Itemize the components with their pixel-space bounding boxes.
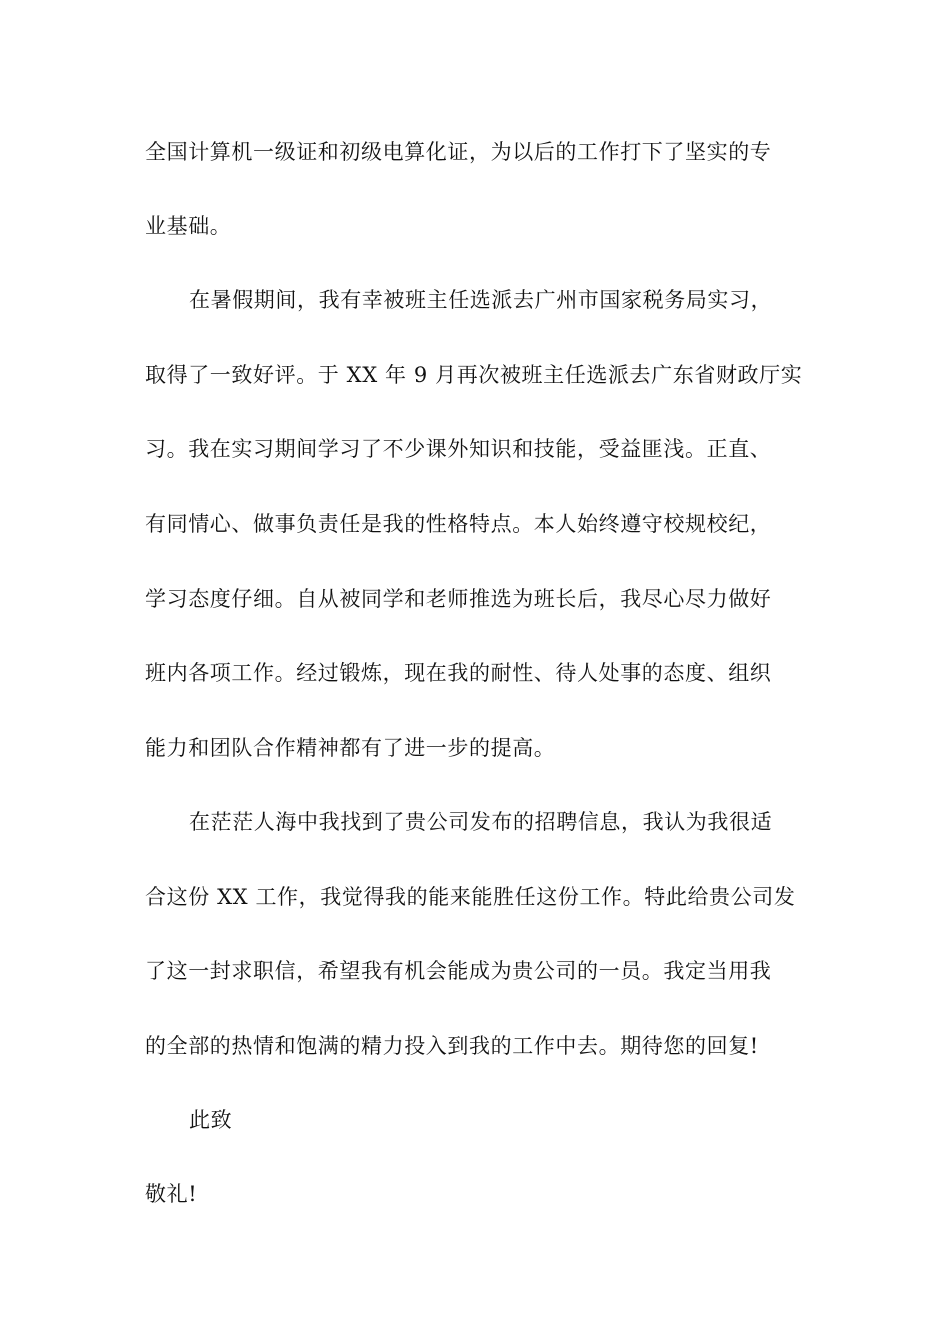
text-line-5: 习。我在实习期间学习了不少课外知识和技能，受益匪浅。正直、 [145,437,772,461]
paragraph-start-line: 在茫茫人海中我找到了贵公司发布的招聘信息，我认为我很适 [189,810,773,834]
text-line-4: 取得了一致好评。于 XX 年 9 月再次被班主任选派去广东省财政厅实 [145,363,803,387]
text-line-7: 学习态度仔细。自从被同学和老师推选为班长后，我尽心尽力做好 [145,587,772,611]
text-line-13: 的全部的热情和饱满的精力投入到我的工作中去。期待您的回复! [145,1034,759,1058]
text-line-2: 业基础。 [145,214,232,238]
paragraph-start-line: 在暑假期间，我有幸被班主任选派去广州市国家税务局实习， [189,288,773,312]
text-line-11: 合这份 XX 工作，我觉得我的能来能胜任这份工作。特此给贵公司发 [145,885,796,909]
text-line-1: 全国计算机一级证和初级电算化证，为以后的工作打下了坚实的专 [145,140,772,164]
text-line-6: 有同情心、做事负责任是我的性格特点。本人始终遵守校规校纪， [145,512,772,536]
text-line-12: 了这一封求职信，希望我有机会能成为贵公司的一员。我定当用我 [145,959,772,983]
text-line-8: 班内各项工作。经过锻炼，现在我的耐性、待人处事的态度、组织 [145,661,772,685]
closing-regards: 敬礼! [145,1182,198,1206]
text-line-9: 能力和团队合作精神都有了进一步的提高。 [145,736,556,760]
closing-salutation: 此致 [189,1108,233,1132]
